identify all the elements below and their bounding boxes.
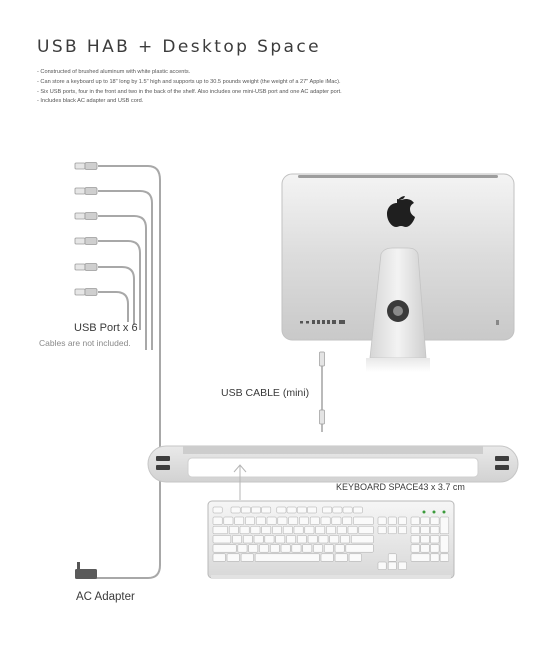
keyboard-key [308, 535, 317, 543]
keyboard-key [313, 545, 322, 553]
keyboard-key [324, 545, 333, 553]
usb-port-label: USB Port x 6 [74, 322, 138, 334]
keyboard-key [411, 526, 420, 534]
mini-usb-cable [320, 352, 325, 432]
keyboard-key [245, 517, 254, 525]
keyboard-key [326, 526, 335, 534]
keyboard-key [259, 545, 268, 553]
keyboard-key [297, 535, 306, 543]
keyboard-key [421, 526, 430, 534]
desktop-shelf [148, 446, 518, 482]
feature-item: - Can store a keyboard up to 18" long by 1.5" high and supports up to 30.5 pounds weight (the weight of a 27" Apple iMac). [37, 78, 341, 85]
keyboard-key [398, 526, 406, 534]
keyboard-key [294, 526, 303, 534]
keyboard-key [276, 535, 285, 543]
keyboard-key [388, 554, 396, 562]
keyboard-key [267, 517, 276, 525]
ac-adapter-icon [75, 562, 97, 579]
keyboard-key [256, 517, 265, 525]
keyboard-key [249, 545, 258, 553]
feature-item: - Constructed of brushed aluminum with white plastic accents. [37, 69, 191, 75]
keyboard-key [411, 554, 430, 562]
feature-item: - Six USB ports, four in the front and two in the back of the shelf. Also includes one mini-USB port and one AC adapter port. [37, 88, 342, 95]
keyboard-key [319, 535, 328, 543]
keyboard-key [243, 535, 252, 543]
keyboard [208, 501, 454, 579]
keyboard-key [231, 507, 240, 513]
keyboard-key [254, 535, 263, 543]
keyboard-key [303, 545, 312, 553]
page-title: USB HAB + Desktop Space [37, 37, 321, 57]
keyboard-key [430, 554, 439, 562]
keyboard-key [270, 545, 279, 553]
keyboard-key [238, 545, 247, 553]
keyboard-key [297, 507, 306, 513]
keyboard-key [440, 517, 449, 534]
keyboard-key [378, 526, 386, 534]
keyboard-key [305, 526, 314, 534]
keyboard-key [398, 517, 406, 525]
keyboard-key [224, 517, 233, 525]
keyboard-key [421, 517, 430, 525]
keyboard-key [332, 517, 341, 525]
ac-adapter-label: AC Adapter [76, 591, 135, 603]
keyboard-key [241, 554, 253, 562]
keyboard-key [421, 545, 430, 553]
cables-note: Cables are not included. [39, 338, 131, 348]
keyboard-key [262, 526, 271, 534]
keyboard-key [411, 535, 420, 543]
keyboard-key [213, 535, 231, 543]
keyboard-key [378, 517, 386, 525]
keyboard-key [213, 517, 222, 525]
keyboard-key [353, 517, 373, 525]
keyboard-key [335, 554, 347, 562]
keyboard-key [430, 517, 439, 525]
keyboard-key [440, 535, 449, 552]
keyboard-key [411, 517, 420, 525]
keyboard-key [430, 526, 439, 534]
keyboard-key [440, 554, 449, 562]
keyboard-key [388, 562, 396, 570]
keyboard-key [262, 507, 271, 513]
keyboard-key [388, 526, 396, 534]
keyboard-key [272, 526, 281, 534]
keyboard-key [213, 507, 222, 513]
keyboard-key [411, 545, 420, 553]
keyboard-key [299, 517, 308, 525]
keyboard-key [333, 507, 342, 513]
keyboard-key [229, 526, 238, 534]
keyboard-key [321, 554, 333, 562]
feature-item: - Includes black AC adapter and USB cord. [37, 98, 144, 105]
keyboard-key [351, 535, 373, 543]
keyboard-key [430, 545, 439, 553]
keyboard-key [359, 526, 374, 534]
keyboard-key [289, 517, 298, 525]
keyboard-key [235, 517, 244, 525]
keyboard-key [241, 507, 250, 513]
keyboard-key [349, 554, 361, 562]
keyboard-key [321, 517, 330, 525]
keyboard-key [421, 535, 430, 543]
keyboard-key [307, 507, 316, 513]
keyboard-key [316, 526, 325, 534]
keyboard-key [265, 535, 274, 543]
keyboard-key [281, 545, 290, 553]
keyboard-key [213, 554, 225, 562]
keyboard-key [232, 535, 241, 543]
keyboard-key [310, 517, 319, 525]
keyboard-key [335, 545, 344, 553]
keyboard-key [278, 517, 287, 525]
keyboard-key [277, 507, 286, 513]
keyboard-key [255, 554, 319, 562]
keyboard-key [343, 517, 352, 525]
keyboard-key [430, 535, 439, 543]
keyboard-key [398, 562, 406, 570]
keyboard-key [283, 526, 292, 534]
keyboard-key [251, 507, 260, 513]
keyboard-key [227, 554, 239, 562]
keyboard-key [330, 535, 339, 543]
keyboard-key [323, 507, 332, 513]
keyboard-key [251, 526, 260, 534]
usb-cable-bundle [96, 166, 160, 578]
keyboard-key [213, 526, 228, 534]
keyboard-key [287, 507, 296, 513]
keyboard-key [388, 517, 396, 525]
usb-cable-label: USB CABLE (mini) [221, 387, 310, 399]
keyboard-key [378, 562, 386, 570]
keyboard-key [213, 545, 236, 553]
keyboard-key [292, 545, 301, 553]
keyboard-key [240, 526, 249, 534]
keyboard-key [340, 535, 349, 543]
keyboard-key [348, 526, 357, 534]
keyboard-space-label: KEYBOARD SPACE43 x 3.7 cm [336, 482, 465, 492]
keyboard-key [337, 526, 346, 534]
keyboard-key [286, 535, 295, 543]
keyboard-key [343, 507, 352, 513]
keyboard-key [346, 545, 374, 553]
keyboard-key [353, 507, 362, 513]
usb-connector-icon [75, 163, 97, 296]
